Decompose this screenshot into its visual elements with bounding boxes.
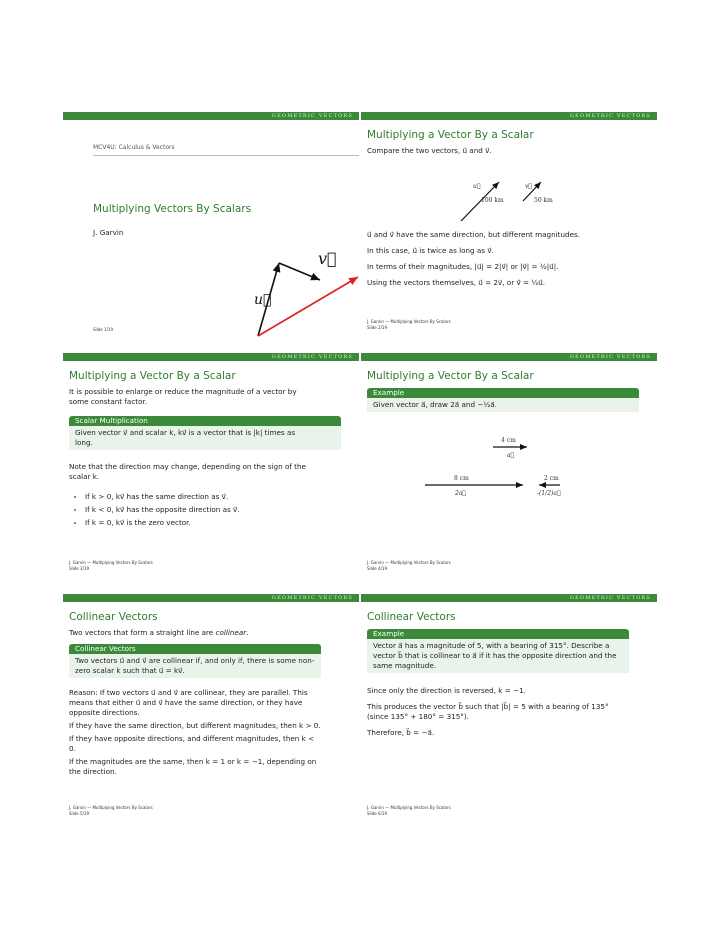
slide-title: Multiplying a Vector By a Scalar [367, 370, 534, 382]
block-body: Two vectors u⃗ and v⃗ are collinear if, and only if, there is some non-zero scalar k such that u⃗ = kv⃗. [69, 654, 321, 678]
header-label: GEOMETRIC VECTORS [271, 113, 353, 119]
half-a-label: -(1/2)a⃗ [537, 490, 561, 497]
v-length: 50 km [534, 197, 553, 204]
footer-text: J. Garvin — Multiplying Vectors By Scalars [69, 805, 153, 810]
slide-number: Slide 6/19 [367, 811, 388, 816]
vector-diagram [243, 242, 359, 337]
compare-vectors-figure [441, 176, 581, 226]
block-title: Scalar Multiplication [69, 416, 341, 426]
block-title: Example [367, 388, 639, 398]
para-4: If the magnitudes are the same, then k = 1 or k = −1, depending on the direction. [69, 757, 317, 776]
footer [367, 560, 451, 572]
u-label: u⃗ [473, 183, 481, 190]
slide-number: Slide 5/19 [69, 811, 90, 816]
slide-1 [63, 112, 359, 335]
two-a-length: 8 cm [454, 475, 469, 482]
block-body: Given vector v⃗ and scalar k, kv⃗ is a vector that is |k| times as long. [69, 426, 341, 450]
v-label: v⃗ [318, 249, 337, 268]
vector-u-line [279, 263, 320, 280]
slide-6 [361, 594, 657, 817]
slide-title: Multiplying a Vector By a Scalar [69, 370, 236, 382]
slide-header-bar [63, 594, 359, 602]
slide-5 [63, 594, 359, 817]
slide-number: Slide 2/19 [367, 325, 388, 330]
intro-part: Two vectors that form a straight line are [69, 628, 216, 637]
note-text: Note that the direction may change, depending on the sign of the scalar k. [69, 462, 306, 481]
intro-text: It is possible to enlarge or reduce the magnitude of a vector by some constant factor. [69, 387, 297, 406]
line-4: Using the vectors themselves, u⃗ = 2v⃗, or v⃗ = ½u⃗. [367, 278, 546, 287]
block-title: Collinear Vectors [69, 644, 321, 654]
footer-text: J. Garvin — Multiplying Vectors By Scalars [69, 560, 153, 565]
slide-title: Collinear Vectors [367, 611, 456, 623]
a-length: 4 cm [501, 437, 516, 444]
example-block [367, 388, 639, 412]
footer-text: J. Garvin — Multiplying Vectors By Scalars [367, 319, 451, 324]
slide-title: Multiplying a Vector By a Scalar [367, 129, 534, 141]
slide-number: Slide 1/19 [93, 327, 114, 332]
explanation [367, 230, 653, 288]
header-label: GEOMETRIC VECTORS [569, 354, 651, 360]
slide-number: Slide 4/19 [367, 566, 388, 571]
para-1: Reason: If two vectors u⃗ and v⃗ are collinear, they are parallel. This means that either u⃗ and v⃗ have the same direction, or they have opposite directions. [69, 688, 308, 717]
para-1: Since only the direction is reversed, k = −1. [367, 686, 526, 695]
block-title: Example [367, 629, 629, 639]
block-body: Given vector a⃗, draw 2a⃗ and −½a⃗. [367, 398, 639, 412]
para-2: This produces the vector b⃗ such that |b⃗| = 5 with a bearing of 135° (since 135° + 180° = 315°). [367, 702, 609, 721]
bullet-list [69, 492, 355, 531]
footer [69, 805, 153, 817]
footer-text: J. Garvin — Multiplying Vectors By Scalars [367, 805, 451, 810]
intro-end: . [246, 628, 249, 637]
u-length: 100 km [481, 197, 504, 204]
header-label: GEOMETRIC VECTORS [271, 354, 353, 360]
header-label: GEOMETRIC VECTORS [271, 595, 353, 601]
slide-header-bar [361, 112, 657, 120]
bullet-3: • If k = 0, kv⃗ is the zero vector. [85, 518, 355, 528]
footer-text: J. Garvin — Multiplying Vectors By Scalars [367, 560, 451, 565]
header-label: GEOMETRIC VECTORS [569, 113, 651, 119]
footer [367, 805, 451, 817]
para-2: If they have the same direction, but different magnitudes, then k > 0. [69, 721, 321, 730]
footer [367, 319, 451, 331]
slide-number: Slide 3/19 [69, 566, 90, 571]
definition-block [69, 644, 321, 678]
line-1: u⃗ and v⃗ have the same direction, but different magnitudes. [367, 230, 581, 239]
slide-2 [361, 112, 657, 335]
slide-header-bar [361, 353, 657, 361]
u-label: u⃗ [254, 292, 272, 308]
para-3: If they have opposite directions, and different magnitudes, then k < 0. [69, 734, 315, 753]
para-3: Therefore, b⃗ = −a⃗. [367, 728, 435, 737]
title-rule [93, 155, 359, 156]
bullet-1: • If k > 0, kv⃗ has the same direction as v⃗. [85, 492, 355, 502]
intro-text [69, 628, 249, 638]
author: J. Garvin [93, 228, 124, 237]
slide-4 [361, 353, 657, 576]
block-body: Vector a⃗ has a magnitude of 5, with a bearing of 315°. Describe a vector b⃗ that is collinear to a⃗ if it has the opposite direction and the same magnitude. [367, 639, 629, 673]
slide-header-bar [63, 353, 359, 361]
line-2: In this case, u⃗ is twice as long as v⃗. [367, 246, 494, 255]
reasoning [69, 688, 321, 777]
slide-3 [63, 353, 359, 576]
bullet-2: • If k < 0, kv⃗ has the opposite direction as v⃗. [85, 505, 355, 515]
intro-text: Compare the two vectors, u⃗ and v⃗. [367, 146, 492, 155]
slide-title: Collinear Vectors [69, 611, 158, 623]
intro-emphasis: collinear [215, 628, 247, 637]
line-3: In terms of their magnitudes, |u⃗| = 2|v⃗| or |v⃗| = ½|u⃗|. [367, 262, 559, 271]
header-label: GEOMETRIC VECTORS [569, 595, 651, 601]
footer [69, 560, 153, 572]
definition-block [69, 416, 341, 450]
two-a-label: 2a⃗ [455, 490, 466, 497]
a-label: a⃗ [507, 452, 515, 459]
solution [367, 686, 619, 738]
v-label: v⃗ [525, 183, 532, 190]
half-a-length: 2 cm [544, 475, 559, 482]
slide-header-bar [361, 594, 657, 602]
scaled-vectors-figure [421, 433, 641, 503]
course-name: MCV4U: Calculus & Vectors [93, 144, 175, 151]
slide-header-bar [63, 112, 359, 120]
example-block [367, 629, 629, 673]
deck-title: Multiplying Vectors By Scalars [93, 203, 252, 215]
